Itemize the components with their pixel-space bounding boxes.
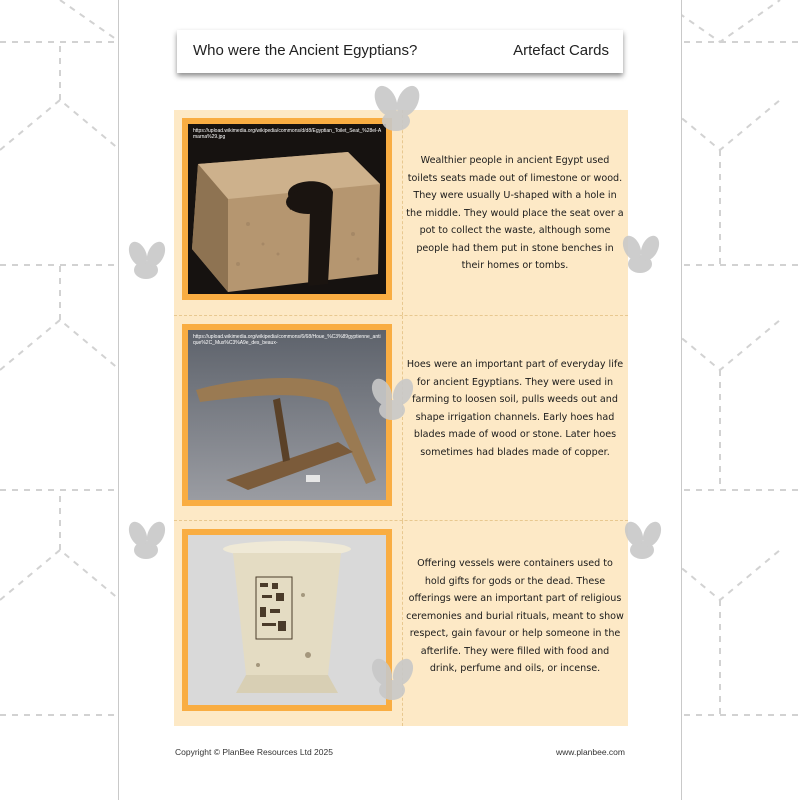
page-header [177, 30, 623, 73]
bee-icon [358, 374, 428, 429]
hoe-illustration [188, 330, 386, 500]
website-link[interactable]: www.planbee.com [556, 747, 625, 757]
image-credit-url[interactable]: https://upload.wikimedia.org/wikipedia/commons/6/68/Houe_%C3%89gyptienne_antique%2C_Mus%C3%A9e_des_beaux- [193, 334, 381, 346]
card-description: Hoes were an important part of everyday life for ancient Egyptians. They were used in farming to loosen soil, pulls weeds out and shape irrigation channels. Early hoes had blades made of wood or stone. Later hoes sometimes had blades made of copper. [406, 359, 624, 458]
page-label: Artefact Cards [513, 42, 609, 59]
bee-icon [118, 518, 178, 568]
toilet-seat-illustration [188, 124, 386, 294]
hoe-photo [188, 330, 386, 500]
copyright-text: Copyright © PlanBee Resources Ltd 2025 [175, 747, 333, 757]
card-description: Wealthier people in ancient Egypt used toilets seats made out of limestone or wood. They were usually U-shaped with a hole in the middle. They would place the seat over a pot to collect the waste, although some people had them put in stone benches in their homes or tombs. [406, 155, 624, 271]
offering-vessel-photo [188, 535, 386, 705]
offering-vessel-illustration [188, 535, 386, 705]
bee-icon [612, 232, 672, 282]
bee-icon [614, 518, 674, 568]
toilet-seat-photo [188, 124, 386, 294]
image-credit-url[interactable]: https://upload.wikimedia.org/wikipedia/commons/d/d8/Egyptian_Toilet_Seat_%28el-Amarna%29.jpg [193, 128, 382, 140]
page-title: Who were the Ancient Egyptians? [193, 42, 418, 59]
bee-icon [356, 83, 436, 143]
bee-icon [358, 654, 428, 709]
card-photo-frame [182, 118, 392, 300]
card-description: Offering vessels were containers used to hold gifts for gods or the dead. These offerings were an important part of religious ceremonies and burial rituals, meant to show respect, gain favour or help someone in the afterlife. They were filled with food and drink, perfume and oils, or incense. [406, 558, 624, 674]
bee-icon [118, 238, 178, 288]
